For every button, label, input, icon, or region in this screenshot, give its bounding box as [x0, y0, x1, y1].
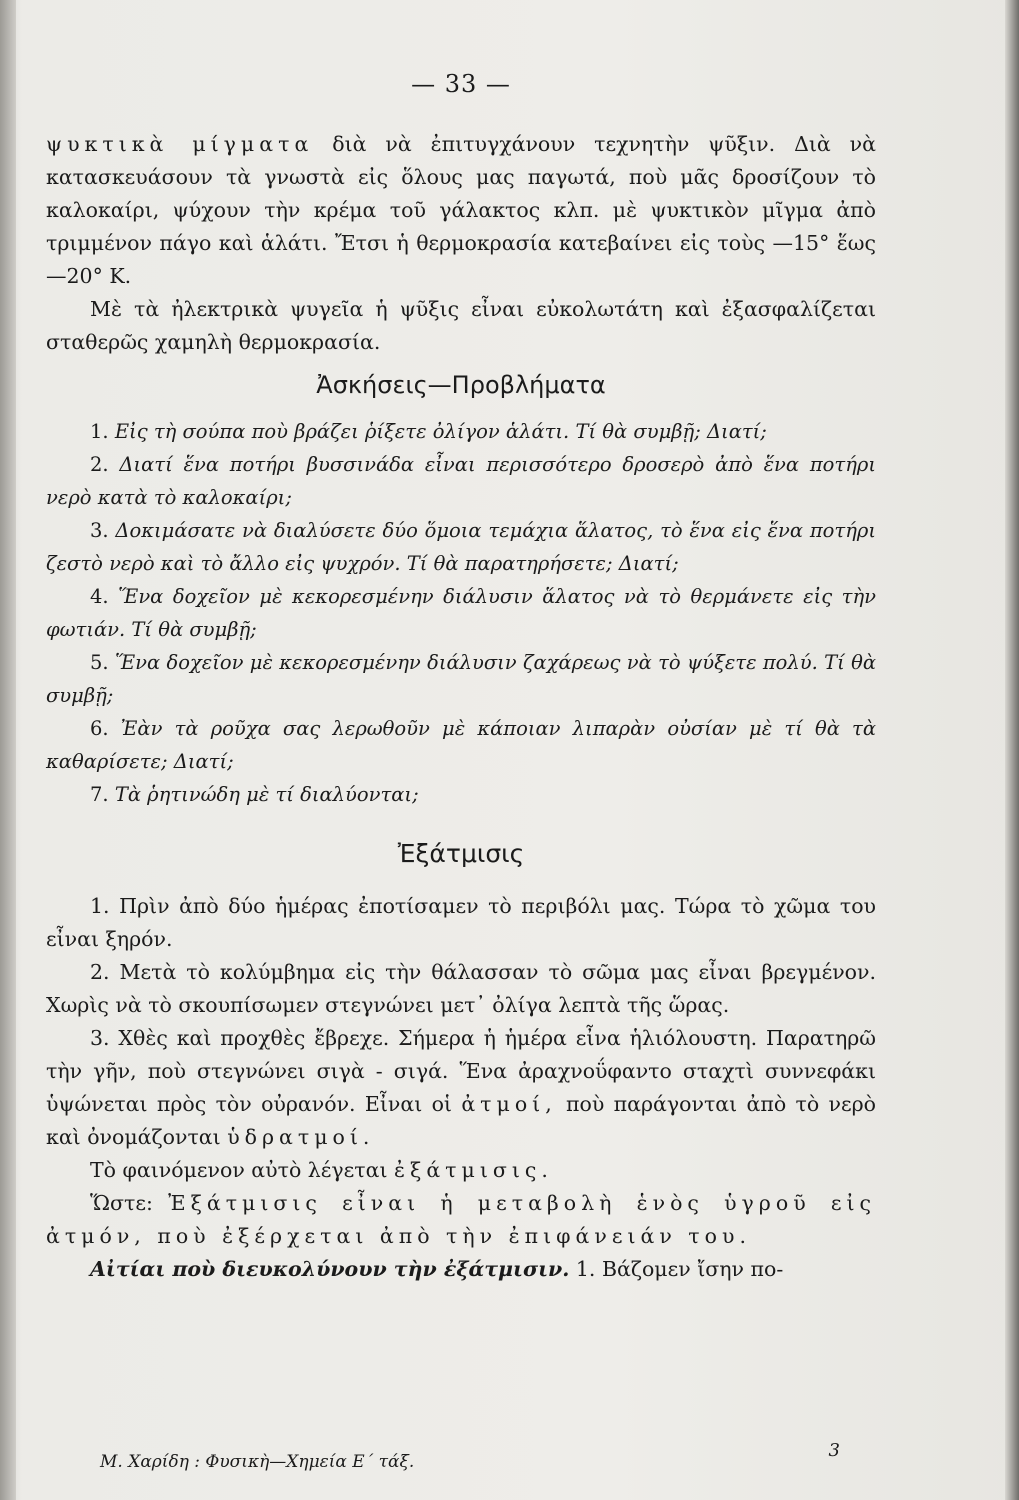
- exercise-number: 2.: [90, 453, 109, 476]
- exercise-item: [46, 778, 876, 811]
- spaced-term: ὑδρατμοί.: [227, 1125, 375, 1149]
- evaporation-paragraph-3: [46, 1022, 876, 1154]
- footer-citation: Μ. Χαρίδη : Φυσικὴ—Χημεία Ε΄ τάξ.: [100, 1452, 415, 1472]
- exercise-text: Εἰς τὴ σούπα ποὺ βράζει ῥίξετε ὀλίγον ἁλάτι. Τί θὰ συμβῇ; Διατί;: [114, 420, 767, 443]
- evaporation-heading: Ἐξάτμισις: [397, 839, 525, 868]
- evaporation-paragraph-2: 2. Μετὰ τὸ κολύμβημα εἰς τὴν θάλασσαν τὸ σῶμα μας εἶναι βρεγμένον. Χωρὶς νὰ τὸ σκουπίσωμεν στεγνώνει μετ᾽ ὀλίγα λεπτὰ τῆς ὥρας.: [46, 960, 876, 1017]
- evaporation-paragraph-4: [46, 1154, 876, 1187]
- page-number: — 33 —: [411, 70, 511, 98]
- exercises-list: [46, 415, 876, 811]
- causes-heading: Αἰτίαι ποὺ διευκολύνουν τὴν ἐξάτμισιν.: [90, 1257, 570, 1281]
- exercise-text: Διατί ἕνα ποτήρι βυσσινάδα εἶναι περισσότερο δροσερὸ ἀπὸ ἕνα ποτήρι νερὸ κατὰ τὸ καλοκαίρι;: [46, 453, 877, 509]
- causes-paragraph: [46, 1253, 876, 1286]
- exercise-item: [46, 646, 876, 712]
- exercise-item: [46, 514, 876, 580]
- exercise-number: 6.: [90, 717, 109, 740]
- exercise-number: 3.: [90, 519, 109, 542]
- spaced-term: ψυκτικὰ μίγματα: [46, 132, 314, 156]
- spaced-term: ἐξάτμισις.: [394, 1158, 553, 1182]
- evaporation-paragraph-1: 1. Πρὶν ἀπὸ δύο ἡμέρας ἐποτίσαμεν τὸ περιβόλι μας. Τώρα τὸ χῶμα του εἶναι ξηρόν.: [46, 894, 876, 951]
- exercise-number: 7.: [90, 783, 109, 806]
- page-outer-edge: [1005, 0, 1019, 1500]
- exercise-number: 1.: [90, 420, 109, 443]
- exercise-item: [46, 415, 876, 448]
- exercise-text: Τὰ ῥητινώδη μὲ τί διαλύονται;: [114, 783, 419, 806]
- intro-paragraph-1-text: διὰ νὰ ἐπιτυγχάνουν τεχνητὴν ψῦξιν. Διὰ νὰ κατασκευάσουν τὰ γνωστὰ εἰς ὅλους μας παγωτά, ποὺ μᾶς δροσίζουν τὸ καλοκαίρι, ψύχουν τὴν κρέμα τοῦ γάλακτος κλπ. μὲ ψυκτικὸν μῖγμα ἀπὸ τριμμένον πάγο καὶ ἁλάτι. Ἔτσι ἡ θερμοκρασία κατεβαίνει εἰς τοὺς —15° ἕως —20° Κ.: [46, 132, 876, 288]
- exercise-text: Ἕνα δοχεῖον μὲ κεκορεσμένην διάλυσιν ζαχάρεως νὰ τὸ ψύξετε πολύ. Τί θὰ συμβῇ;: [46, 651, 877, 707]
- exercises-heading: Ἀσκήσεις—Προβλήματα: [316, 371, 606, 399]
- evaporation-paragraph-3-text-a: 3. Χθὲς καὶ προχθὲς ἔβρεχε. Σήμερα ἡ ἡμέρα εἶνα ἡλιόλουστη. Παρατηρῶ τὴν γῆν, ποὺ στεγνώνει σιγὰ - σιγά. Ἕνα ἀραχνοΰφαντο σταχτὶ συννεφάκι ὑψώνεται πρὸς τὸν οὐρανόν. Εἶναι οἱ: [46, 1026, 876, 1116]
- exercise-number: 4.: [90, 585, 109, 608]
- definition-lead: Ὥστε:: [90, 1191, 169, 1215]
- signature-mark: 3: [828, 1440, 840, 1461]
- exercise-item: [46, 712, 876, 778]
- intro-paragraph-2: Μὲ τὰ ἠλεκτρικὰ ψυγεῖα ἡ ψῦξις εἶναι εὐκολωτάτη καὶ ἐξασφαλίζεται σταθερῶς χαμηλὴ θερμοκρασία.: [46, 297, 876, 354]
- exercise-text: Ἕνα δοχεῖον μὲ κεκορεσμένην διάλυσιν ἅλατος νὰ τὸ θερμάνετε εἰς τὴν φωτιάν. Τί θὰ συμβῇ;: [46, 585, 876, 641]
- page-binding-edge: [0, 0, 16, 1500]
- definition-spaced-text: Ἐξάτμισις εἶναι ἡ μεταβολὴ ἑνὸς ὑγροῦ εἰς ἀτμόν, ποὺ ἐξέρχεται ἀπὸ τὴν ἐπιφάνειάν του.: [46, 1191, 876, 1248]
- page-content: [46, 70, 876, 1286]
- spaced-term: ἀτμοί,: [461, 1092, 557, 1116]
- evaporation-paragraph-4-text: Τὸ φαινόμενον αὐτὸ λέγεται: [90, 1158, 395, 1182]
- exercise-item: [46, 580, 876, 646]
- intro-paragraph-1: [46, 128, 876, 293]
- exercise-text: Δοκιμάσατε νὰ διαλύσετε δύο ὅμοια τεμάχια ἅλατος, τὸ ἕνα εἰς ἕνα ποτήρι ζεστὸ νερὸ καὶ τὸ ἄλλο εἰς ψυχρόν. Τί θὰ παρατηρήσετε; Διατί;: [46, 519, 876, 575]
- exercise-number: 5.: [90, 651, 109, 674]
- exercise-text: Ἐὰν τὰ ροῦχα σας λερωθοῦν μὲ κάποιαν λιπαρὰν οὐσίαν μὲ τί θὰ τὰ καθαρίσετε; Διατί;: [46, 717, 876, 773]
- evaporation-paragraph-3-text-b: ποὺ παράγονται ἀπὸ τὸ νερὸ καὶ ὀνομάζονται: [46, 1092, 877, 1149]
- causes-text: 1. Βάζομεν ἴσην πο-: [569, 1257, 784, 1281]
- page-footer: [100, 1440, 840, 1472]
- definition-paragraph: [46, 1187, 876, 1253]
- exercise-item: [46, 448, 876, 514]
